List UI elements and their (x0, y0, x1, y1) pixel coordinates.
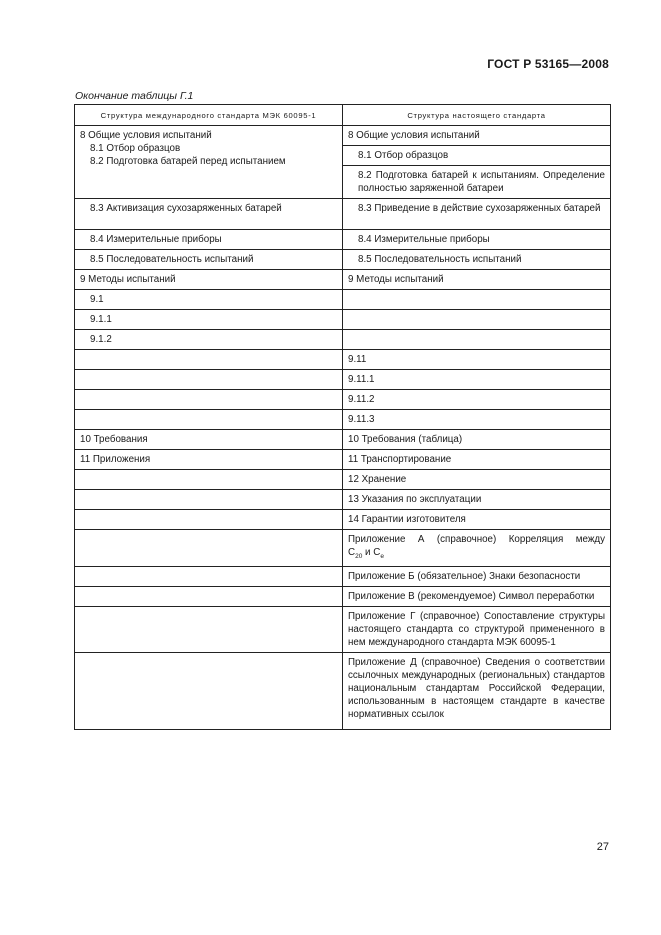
left-cell-empty (75, 370, 343, 390)
right-cell: 9 Методы испытаний (343, 270, 611, 290)
table-row (75, 586, 611, 606)
left-item-8-1: 8.1 Отбор образцов (90, 143, 181, 154)
right-cell: 8.3 Приведение в действие сухозаряженных батарей (343, 199, 611, 230)
right-cell-empty (343, 290, 611, 310)
right-cell-empty (343, 310, 611, 330)
left-cell-empty (75, 586, 343, 606)
left-cell: 9 Методы испытаний (75, 270, 343, 290)
table-row (75, 126, 611, 146)
right-cell: 13 Указания по эксплуатации (343, 490, 611, 510)
right-cell: Приложение Б (обязательное) Знаки безопасности (343, 566, 611, 586)
table-row (75, 510, 611, 530)
left-cell: 8.3 Активизация сухозаряженных батарей (75, 199, 343, 230)
left-cell-empty (75, 652, 343, 729)
table-row (75, 490, 611, 510)
table-row (75, 310, 611, 330)
left-cell-empty (75, 490, 343, 510)
left-cell: 9.1.2 (75, 330, 343, 350)
table-row (75, 350, 611, 370)
right-cell: 8 Общие условия испытаний (343, 126, 611, 146)
right-cell: 12 Хранение (343, 470, 611, 490)
right-cell: 14 Гарантии изготовителя (343, 510, 611, 530)
right-cell: 8.1 Отбор образцов (343, 146, 611, 166)
right-cell: 8.2 Подготовка батарей к испытаниям. Определение полностью заряженной батареи (343, 166, 611, 199)
left-item-8: 8 Общие условия испытаний (80, 130, 212, 141)
left-cell-empty (75, 470, 343, 490)
table-row (75, 250, 611, 270)
left-cell-empty (75, 566, 343, 586)
table-row (75, 470, 611, 490)
left-cell-empty (75, 410, 343, 430)
table-row (75, 606, 611, 652)
left-cell: 8.5 Последовательность испытаний (75, 250, 343, 270)
table-header-row (75, 105, 611, 126)
table-row (75, 450, 611, 470)
right-cell: 9.11.2 (343, 390, 611, 410)
table-row (75, 270, 611, 290)
right-cell: 9.11.1 (343, 370, 611, 390)
table-row (75, 230, 611, 250)
table-row (75, 330, 611, 350)
right-cell: Приложение В (рекомендуемое) Символ переработки (343, 586, 611, 606)
right-cell: Приложение Д (справочное) Сведения о соответствии ссылочных международных (региональных) стандартов национальным стандартам Российской Федерации, использованным в настоящем стандарте в качестве нормативных ссылок (343, 652, 611, 729)
left-cell-empty (75, 530, 343, 567)
right-cell-appendix-a (343, 530, 611, 567)
left-cell-empty (75, 350, 343, 370)
column-header-iec: Структура международного стандарта МЭК 60095-1 (75, 105, 343, 126)
table-caption: Окончание таблицы Г.1 (75, 90, 194, 102)
appendix-a-text: Приложение А (справочное) Корреляция между (348, 534, 605, 545)
correspondence-table (74, 104, 611, 730)
left-cell: 8.4 Измерительные приборы (75, 230, 343, 250)
table-row (75, 290, 611, 310)
symbol-c20: $C_{20}$ (348, 547, 363, 560)
right-cell: 8.4 Измерительные приборы (343, 230, 611, 250)
left-cell: 9.1 (75, 290, 343, 310)
table-row (75, 652, 611, 729)
table-row (75, 390, 611, 410)
appendix-a-and: и (365, 547, 371, 558)
left-cell-section-8 (75, 126, 343, 199)
column-header-national: Структура настоящего стандарта (343, 105, 611, 126)
left-item-8-2: 8.2 Подготовка батарей перед испытанием (90, 156, 286, 167)
right-cell: Приложение Г (справочное) Сопоставление структуры настоящего стандарта со структурой примененного в нем международного стандарта МЭК 60095-1 (343, 606, 611, 652)
right-cell-empty (343, 330, 611, 350)
table-row (75, 410, 611, 430)
table-row (75, 430, 611, 450)
symbol-ce: $C_e$ (373, 547, 384, 560)
right-cell: 10 Требования (таблица) (343, 430, 611, 450)
table-row (75, 566, 611, 586)
page-number: 27 (596, 841, 609, 853)
table-row (75, 530, 611, 567)
left-cell: 9.1.1 (75, 310, 343, 330)
right-cell: 11 Транспортирование (343, 450, 611, 470)
table-row (75, 199, 611, 230)
right-cell: 9.11 (343, 350, 611, 370)
right-cell: 8.5 Последовательность испытаний (343, 250, 611, 270)
left-cell: 10 Требования (75, 430, 343, 450)
left-cell-empty (75, 390, 343, 410)
table-row (75, 370, 611, 390)
left-cell: 11 Приложения (75, 450, 343, 470)
left-cell-empty (75, 510, 343, 530)
left-cell-empty (75, 606, 343, 652)
document-code: ГОСТ Р 53165—2008 (487, 57, 609, 71)
right-cell: 9.11.3 (343, 410, 611, 430)
